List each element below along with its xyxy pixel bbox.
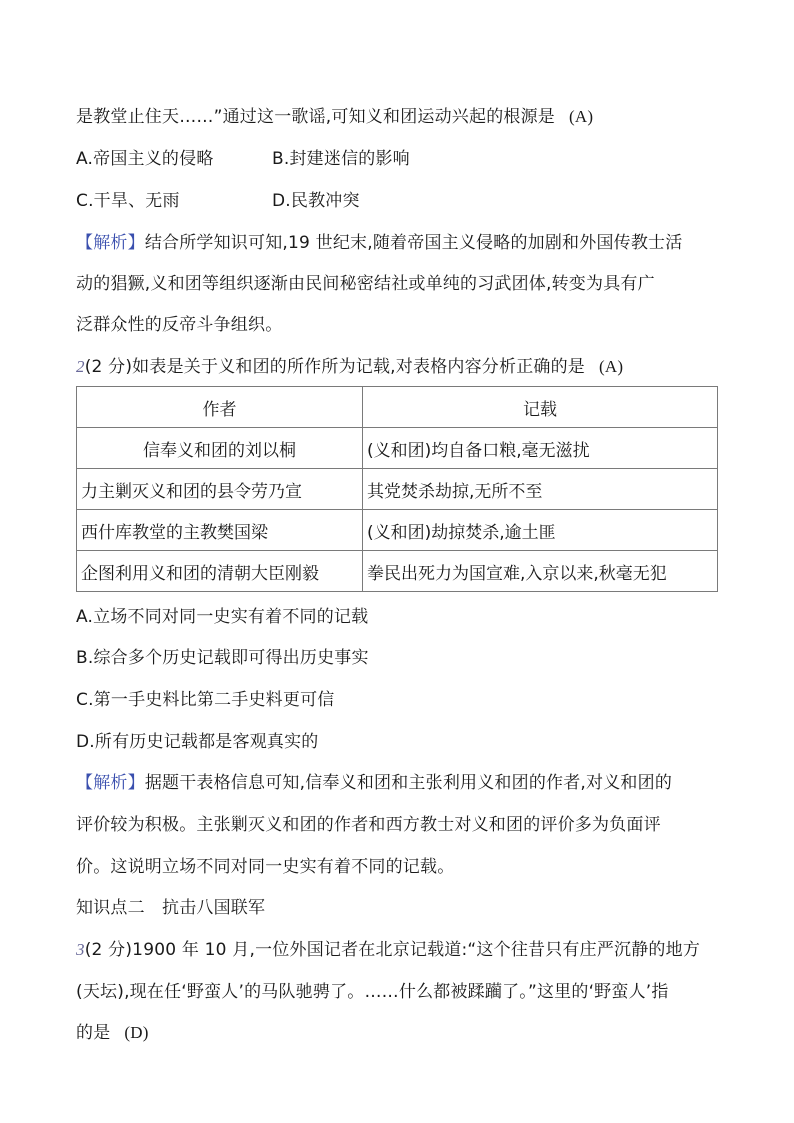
q2-analysis-text-2: 评价较为积极。主张剿灭义和团的作者和西方教士对义和团的评价多为负面评 (76, 815, 661, 835)
table-cell-author: 企图利用义和团的清朝大臣刚毅 (77, 551, 363, 592)
section-title: 知识点二 抗击八国联军 (76, 898, 266, 918)
q2-option-d: D.所有历史记载都是客观真实的 (76, 732, 319, 752)
table-row (77, 428, 718, 469)
q1-option-d: D.民教冲突 (272, 191, 360, 211)
table-cell-author: 力主剿灭义和团的县令劳乃宣 (77, 469, 363, 510)
q1-stem-text: 是教堂止住天……”通过这一歌谣,可知义和团运动兴起的根源是 (76, 107, 556, 127)
q1-analysis-text-2: 动的猖獗,义和团等组织逐渐由民间秘密结社或单纯的习武团体,转变为具有广 (76, 274, 655, 294)
q2-number: 2 (76, 357, 85, 376)
table-row (77, 469, 718, 510)
q2-stem-text: (2 分)如表是关于义和团的所作所为记载,对表格内容分析正确的是 (84, 357, 585, 377)
q2-answer: (A) (599, 357, 624, 376)
table-cell-author: 信奉义和团的刘以桐 (77, 428, 363, 469)
table-cell-record: (义和团)均自备口粮,毫无滋扰 (363, 428, 718, 469)
q3-text-3: 的是 (76, 1023, 111, 1043)
q1-option-c: C.干旱、无雨 (76, 191, 180, 211)
q2-analysis-line-2 (76, 814, 736, 836)
q2-option-a: A.立场不同对同一史实有着不同的记载 (76, 607, 369, 627)
q2-option-d-line (76, 731, 736, 753)
q1-analysis-text-3: 泛群众性的反帝斗争组织。 (76, 315, 283, 335)
q1-option-b: B.封建迷信的影响 (272, 149, 410, 169)
q2-analysis-line-3 (76, 856, 736, 878)
table-cell-record: 拳民出死力为国宣难,入京以来,秋毫无犯 (363, 551, 718, 592)
q1-answer: (A) (569, 107, 594, 126)
q1-analysis-tag: 【解析】 (76, 233, 145, 253)
q2-option-c-line (76, 689, 736, 711)
q1-analysis-line-3 (76, 314, 736, 336)
q2-analysis-text-1: 据题干表格信息可知,信奉义和团和主张利用义和团的作者,对义和团的 (144, 773, 673, 793)
section-heading (76, 897, 736, 919)
table-cell-record: 其党焚杀劫掠,无所不至 (363, 469, 718, 510)
q2-analysis-text-3: 价。这说明立场不同对同一史实有着不同的记载。 (76, 857, 455, 877)
q3-line-1 (76, 939, 736, 961)
q3-text-1: (2 分)1900 年 10 月,一位外国记者在北京记载道:“这个往昔只有庄严沉静的地方 (84, 940, 701, 960)
table-cell-record: (义和团)劫掠焚杀,逾土匪 (363, 510, 718, 551)
q3-line-3 (76, 1022, 736, 1044)
q2-option-b: B.综合多个历史记载即可得出历史事实 (76, 648, 369, 668)
table-header-row (77, 387, 718, 428)
q3-line-2 (76, 981, 736, 1003)
q2-option-a-line (76, 606, 736, 628)
q1-analysis-text-1: 结合所学知识可知,19 世纪末,随着帝国主义侵略的加剧和外国传教士活 (144, 233, 683, 253)
q1-stem-line (76, 106, 736, 128)
q1-analysis-line-1 (76, 232, 736, 254)
records-table (76, 386, 718, 592)
q3-number: 3 (76, 940, 85, 959)
q2-stem-line (76, 356, 736, 378)
q2-option-c: C.第一手史料比第二手史料更可信 (76, 690, 335, 710)
q1-options-row-1 (76, 148, 736, 170)
q2-analysis-line-1 (76, 772, 736, 794)
table-header-record: 记载 (363, 387, 718, 428)
q1-analysis-line-2 (76, 273, 736, 295)
q2-analysis-tag: 【解析】 (76, 773, 145, 793)
q1-options-row-2 (76, 190, 736, 212)
q2-option-b-line (76, 647, 736, 669)
q1-option-a: A.帝国主义的侵略 (76, 149, 214, 169)
q3-text-2: (天坛),现在任‘野蛮人’的马队驰骋了。……什么都被蹂躏了。”这里的‘野蛮人’指 (76, 982, 669, 1002)
table-header-author: 作者 (77, 387, 363, 428)
q3-answer: (D) (124, 1023, 149, 1042)
table-row (77, 510, 718, 551)
table-row (77, 551, 718, 592)
table-cell-author: 西什库教堂的主教樊国梁 (77, 510, 363, 551)
